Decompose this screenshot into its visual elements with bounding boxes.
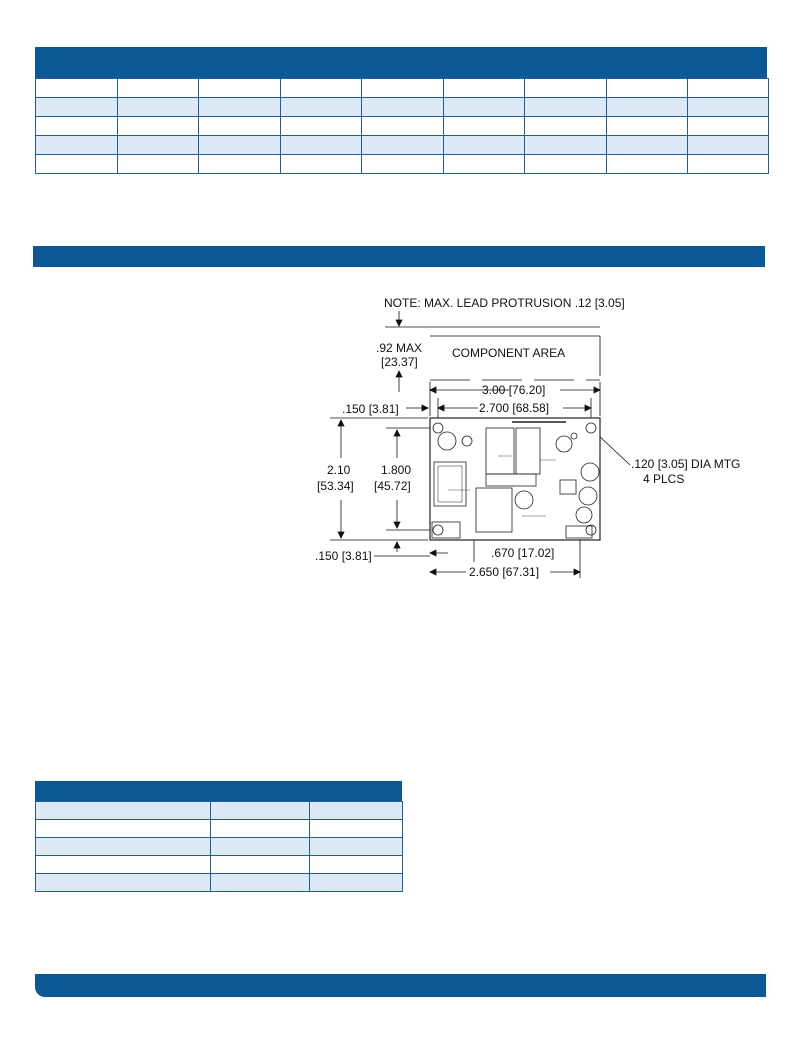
hole-span-length-label: 2.700 [68.58] [479,401,550,415]
mounting-hole-count-label: 4 PLCS [643,472,685,486]
hole-span-width-label: 1.800 [381,463,412,477]
pcb-board [430,418,600,540]
bottom-table-header [35,781,402,801]
table-row [36,838,403,856]
connector-offset-label: .670 [17.02] [491,546,555,560]
height-max-label: .92 MAX [376,341,423,355]
connector-span-label: 2.650 [67.31] [469,565,540,579]
table-row [36,874,403,892]
edge-offset-top-label: .150 [3.81] [342,402,399,416]
mounting-hole-label: .120 [3.05] DIA MTG [631,457,741,471]
footer-band [35,974,766,997]
overall-width-label: 2.10 [327,463,351,477]
bottom-table [35,801,403,892]
component-area-label: COMPONENT AREA [452,346,566,360]
table-row [36,802,403,820]
table-row [36,856,403,874]
overall-length-label: 3.00 [76.20] [482,383,546,397]
hole-span-width-mm-label: [45.72] [374,479,411,493]
overall-width-mm-label: [53.34] [317,479,354,493]
height-max-mm-label: [23.37] [381,355,418,369]
edge-offset-bottom-label: .150 [3.81] [315,549,372,563]
table-row [36,820,403,838]
lead-protrusion-note: NOTE: MAX. LEAD PROTRUSION .12 [3.05] [384,296,625,310]
